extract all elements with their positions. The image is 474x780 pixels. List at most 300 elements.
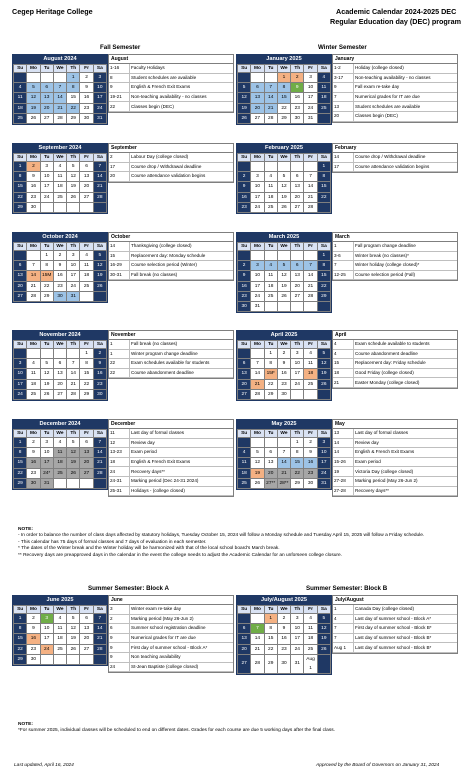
- day-cell: [317, 301, 330, 311]
- day-cell: 25: [80, 281, 93, 291]
- day-cell: 22: [317, 192, 330, 202]
- day-cell: 14: [93, 172, 106, 182]
- day-cell: 11: [304, 624, 317, 634]
- day-header: Su: [238, 65, 251, 73]
- legend-date: 21: [333, 378, 354, 388]
- day-header: We: [277, 243, 290, 251]
- legend-date: 24: [109, 662, 130, 672]
- legend-date: 27-28: [333, 476, 354, 486]
- legend-event: Last day of formal classes: [354, 429, 458, 438]
- legend-row: [109, 73, 233, 83]
- day-header: Tu: [40, 243, 53, 251]
- day-cell: 1: [80, 349, 93, 359]
- day-header: Tu: [264, 154, 277, 162]
- legend-row: [333, 614, 457, 624]
- day-cell: 10: [304, 83, 317, 93]
- day-header: Fr: [80, 65, 93, 73]
- legend-event: Exam period: [354, 457, 458, 467]
- day-cell: 5: [67, 614, 80, 624]
- legend-date: 9: [109, 643, 130, 653]
- day-cell: 19: [277, 281, 290, 291]
- day-header: Th: [291, 65, 304, 73]
- day-cell: 22: [14, 192, 27, 202]
- day-cell: 28: [93, 192, 106, 202]
- legend-box: [108, 143, 234, 183]
- day-cell: 12: [238, 93, 251, 103]
- legend-row: [109, 162, 233, 172]
- day-cell: 27: [80, 468, 93, 478]
- day-cell: [67, 654, 80, 664]
- day-cell: [53, 202, 66, 212]
- day-cell: 25: [304, 379, 317, 389]
- legend-date: 9: [109, 633, 130, 643]
- day-cell: 18: [27, 379, 40, 389]
- day-header: Sa: [317, 65, 330, 73]
- legend-row: [109, 359, 233, 369]
- legend-row: [333, 486, 457, 496]
- day-header: We: [277, 341, 290, 349]
- day-cell: [304, 301, 317, 311]
- legend-date: 24-31: [109, 476, 130, 486]
- legend-event: Replacement day: Monday schedule: [130, 251, 234, 261]
- month-calendar: [236, 143, 332, 214]
- day-cell: [251, 438, 264, 448]
- day-header: Mo: [27, 430, 40, 438]
- day-cell: [277, 438, 290, 448]
- month-title: October 2024: [13, 233, 107, 242]
- legend-box: [108, 232, 234, 281]
- day-cell: 30: [238, 301, 251, 311]
- day-cell: [53, 73, 66, 83]
- day-cell: [238, 251, 251, 261]
- legend-event: First day of summer school - Block B*: [354, 624, 458, 634]
- day-cell: 22: [291, 468, 304, 478]
- day-cell: [264, 438, 277, 448]
- legend-event: Review day: [354, 438, 458, 448]
- legend-event: Exam schedules available for students: [130, 359, 234, 369]
- day-cell: 26: [317, 379, 330, 389]
- day-header: Fr: [304, 65, 317, 73]
- day-cell: 22: [14, 644, 27, 654]
- day-cell: 31: [317, 478, 330, 488]
- legend-row: [333, 448, 457, 458]
- legend-event: Thanksgiving (college closed): [130, 242, 234, 251]
- legend-date: 8: [109, 73, 130, 83]
- day-header: Th: [67, 243, 80, 251]
- day-cell: 14: [251, 634, 264, 644]
- day-cell: 4: [14, 83, 27, 93]
- legend-event: Victoria Day (college closed): [354, 467, 458, 477]
- month-title: July/August 2025: [237, 596, 331, 605]
- day-cell: 5: [67, 162, 80, 172]
- month-calendar: [12, 232, 108, 303]
- day-header: Th: [67, 154, 80, 162]
- day-header: Su: [238, 243, 251, 251]
- day-cell: [14, 73, 27, 83]
- day-cell: 8: [14, 624, 27, 634]
- day-cell: 3: [40, 438, 53, 448]
- day-cell: 6: [291, 261, 304, 271]
- day-cell: 1: [14, 614, 27, 624]
- legend-date: 9: [109, 652, 130, 662]
- day-cell: 25: [53, 644, 66, 654]
- legend-date: 13-23: [109, 448, 130, 458]
- day-cell: 2: [27, 614, 40, 624]
- legend-title: February: [333, 144, 457, 153]
- legend-date: 12-25: [333, 270, 354, 280]
- month-calendar: [236, 330, 332, 401]
- calendar-title: Academic Calendar 2024-2025 DEC: [336, 7, 457, 16]
- day-header: Fr: [304, 606, 317, 614]
- day-cell: 7: [67, 359, 80, 369]
- day-header: Th: [291, 154, 304, 162]
- legend-date: 1-2: [333, 64, 354, 73]
- day-cell: 14: [264, 93, 277, 103]
- day-cell: 27: [53, 389, 66, 399]
- legend-row: [333, 633, 457, 643]
- legend-date: 30-31: [109, 270, 130, 280]
- legend-row: [109, 438, 233, 448]
- day-header: Sa: [317, 243, 330, 251]
- day-cell: 22: [80, 379, 93, 389]
- legend-date: 15: [333, 359, 354, 369]
- day-header: Sa: [317, 341, 330, 349]
- day-cell: 9: [277, 359, 290, 369]
- summer-note-line: *For summer 2025, individual classes will be scheduled to end on different dates. Grades for each course are due 5 working days after the final class.: [18, 728, 335, 734]
- legend-row: [109, 153, 233, 162]
- month-title: December 2024: [13, 420, 107, 429]
- day-cell: 25: [53, 192, 66, 202]
- day-header: Su: [238, 430, 251, 438]
- day-cell: 16: [93, 369, 106, 379]
- day-cell: 8: [14, 172, 27, 182]
- legend-title: January: [333, 55, 457, 64]
- legend-event: Last day of summer school - Block B*: [354, 643, 458, 653]
- day-cell: 21: [264, 103, 277, 113]
- day-cell: 23: [27, 192, 40, 202]
- day-cell: 15: [317, 182, 330, 192]
- day-cell: 15: [14, 458, 27, 468]
- day-cell: 3: [251, 261, 264, 271]
- day-cell: 21: [67, 379, 80, 389]
- day-header: Mo: [27, 606, 40, 614]
- day-cell: 31: [291, 654, 304, 673]
- day-cell: 8: [317, 261, 330, 271]
- day-cell: 17: [67, 271, 80, 281]
- day-cell: 4: [264, 172, 277, 182]
- legend-row: [333, 153, 457, 162]
- day-cell: 4: [53, 438, 66, 448]
- day-cell: 6: [238, 359, 251, 369]
- day-cell: [277, 301, 290, 311]
- day-cell: 20: [80, 634, 93, 644]
- day-cell: 8: [80, 359, 93, 369]
- day-cell: 10: [40, 172, 53, 182]
- legend-row: [109, 251, 233, 261]
- legend-row: [109, 624, 233, 634]
- day-header: Fr: [80, 341, 93, 349]
- day-cell: 24: [93, 103, 106, 113]
- day-cell: 16: [53, 271, 66, 281]
- day-cell: [291, 162, 304, 172]
- day-cell: [27, 349, 40, 359]
- day-cell: 7: [251, 359, 264, 369]
- day-cell: [80, 291, 93, 301]
- day-cell: 13: [80, 172, 93, 182]
- day-header: Sa: [317, 606, 330, 614]
- notes-heading: NOTE:: [18, 527, 33, 532]
- day-cell: 21: [277, 468, 290, 478]
- legend-event: English & French Exit Exams: [354, 448, 458, 458]
- legend-row: [109, 662, 233, 672]
- day-cell: [264, 301, 277, 311]
- day-header: We: [53, 430, 66, 438]
- legend-event: Winter program change deadline: [130, 349, 234, 359]
- month-calendar: [12, 595, 108, 666]
- day-cell: 3: [251, 172, 264, 182]
- legend-event: St-Jean Baptiste (college closed): [130, 662, 234, 672]
- summer-notes: [18, 722, 458, 735]
- day-cell: 6: [53, 359, 66, 369]
- month-calendar: [12, 330, 108, 401]
- legend-box: [332, 419, 458, 497]
- day-cell: 25: [264, 291, 277, 301]
- day-header: Fr: [304, 341, 317, 349]
- legend-date: 13: [333, 102, 354, 112]
- day-cell: 8: [264, 624, 277, 634]
- legend-date: 14: [333, 153, 354, 162]
- day-cell: 3: [317, 438, 330, 448]
- approval-note: Approved by the Board of Governors on January 31, 2024: [316, 763, 440, 768]
- legend-event: Non teaching availability: [130, 652, 234, 662]
- day-header: Th: [291, 430, 304, 438]
- day-cell: 27: [238, 389, 251, 399]
- day-cell: 24: [40, 192, 53, 202]
- day-cell: 24*: [40, 468, 53, 478]
- legend-date: 7: [333, 92, 354, 102]
- day-cell: [277, 162, 290, 172]
- day-cell: 2: [93, 349, 106, 359]
- legend-box: [332, 54, 458, 123]
- day-cell: 21: [304, 192, 317, 202]
- legend-date: 15-26: [333, 457, 354, 467]
- day-cell: 11: [238, 458, 251, 468]
- day-cell: 25: [304, 644, 317, 654]
- day-cell: 20: [291, 192, 304, 202]
- day-cell: 8: [264, 359, 277, 369]
- day-cell: [67, 202, 80, 212]
- day-cell: 3: [40, 614, 53, 624]
- day-cell: 2: [238, 261, 251, 271]
- day-cell: 6: [264, 448, 277, 458]
- day-cell: 13: [291, 271, 304, 281]
- day-cell: 22: [264, 379, 277, 389]
- day-cell: 19: [67, 458, 80, 468]
- day-cell: 23: [93, 379, 106, 389]
- day-header: Th: [67, 65, 80, 73]
- day-cell: 18: [264, 192, 277, 202]
- day-cell: 30: [304, 478, 317, 488]
- day-cell: 30: [53, 291, 66, 301]
- day-cell: 18: [238, 468, 251, 478]
- day-cell: 9: [93, 359, 106, 369]
- notes-section: [18, 527, 458, 559]
- day-cell: Aug 1: [304, 654, 317, 673]
- month-title: April 2025: [237, 331, 331, 340]
- day-cell: 20: [80, 182, 93, 192]
- day-cell: 27: [251, 113, 264, 123]
- legend-date: 24: [109, 467, 130, 477]
- day-cell: 19: [67, 182, 80, 192]
- legend-row: [109, 448, 233, 458]
- day-cell: 3: [93, 73, 106, 83]
- day-cell: 18: [53, 182, 66, 192]
- legend-event: Course abandonment deadline: [354, 349, 458, 359]
- day-cell: 4: [53, 614, 66, 624]
- day-header: Sa: [93, 65, 106, 73]
- day-cell: 16: [27, 182, 40, 192]
- day-cell: 2: [238, 172, 251, 182]
- note-line-1: - In order to balance the number of class days affected by statutory holidays, Tuesday October 15, 2024 will follow a Monday schedule and Tuesday April 15, 2025 will follow a Friday schedule.: [18, 533, 425, 539]
- legend-event: English & French Exit Exams: [130, 457, 234, 467]
- day-cell: 25: [317, 103, 330, 113]
- day-cell: 4: [304, 349, 317, 359]
- day-header: Su: [14, 341, 27, 349]
- day-cell: [264, 73, 277, 83]
- calendar-subtitle: Regular Education day (DEC) program: [330, 17, 461, 26]
- legend-date: 19: [333, 467, 354, 477]
- day-cell: 29: [14, 654, 27, 664]
- day-cell: 29: [14, 202, 27, 212]
- day-cell: [238, 349, 251, 359]
- day-header: Su: [14, 430, 27, 438]
- legend-row: [333, 162, 457, 172]
- legend-row: [109, 467, 233, 477]
- day-cell: 1: [277, 73, 290, 83]
- day-cell: 17: [317, 458, 330, 468]
- legend-event: Course attendance validation begins: [354, 162, 458, 172]
- day-cell: 11: [264, 271, 277, 281]
- day-cell: 17: [304, 93, 317, 103]
- legend-date: 14: [333, 438, 354, 448]
- day-cell: 23: [80, 103, 93, 113]
- day-cell: 24: [14, 389, 27, 399]
- day-cell: 10: [251, 182, 264, 192]
- day-cell: 15: [14, 182, 27, 192]
- legend-box: [108, 54, 234, 113]
- legend-event: Exam period: [130, 448, 234, 458]
- legend-date: 9: [109, 83, 130, 93]
- day-cell: [264, 162, 277, 172]
- legend-event: Marking period (May 26-Jun 2): [130, 614, 234, 624]
- legend-title: April: [333, 331, 457, 340]
- day-cell: 16: [291, 93, 304, 103]
- legend-date: 18: [333, 368, 354, 378]
- day-cell: 15M: [40, 271, 53, 281]
- legend-row: [109, 368, 233, 378]
- legend-row: [333, 83, 457, 93]
- legend-event: Recovery days**: [130, 467, 234, 477]
- day-cell: 14: [304, 182, 317, 192]
- day-cell: 31: [251, 301, 264, 311]
- day-cell: 18: [53, 458, 66, 468]
- day-cell: [251, 614, 264, 624]
- legend-row: [333, 643, 457, 653]
- day-cell: 8: [40, 261, 53, 271]
- day-cell: 1: [40, 251, 53, 261]
- day-header: Tu: [264, 341, 277, 349]
- legend-date: 4: [333, 349, 354, 359]
- legend-title: March: [333, 233, 457, 242]
- day-cell: 24: [317, 468, 330, 478]
- day-header: Th: [67, 430, 80, 438]
- day-cell: 16: [238, 281, 251, 291]
- day-header: Mo: [27, 154, 40, 162]
- day-header: Fr: [80, 154, 93, 162]
- day-cell: [238, 614, 251, 624]
- day-cell: 29: [67, 113, 80, 123]
- day-cell: [53, 478, 66, 488]
- day-cell: 15: [291, 458, 304, 468]
- day-cell: 8: [291, 448, 304, 458]
- day-header: We: [53, 341, 66, 349]
- day-cell: 18: [264, 281, 277, 291]
- day-cell: [304, 162, 317, 172]
- day-cell: 30: [277, 389, 290, 399]
- day-cell: [40, 654, 53, 664]
- day-cell: 7: [93, 614, 106, 624]
- day-cell: 1: [67, 73, 80, 83]
- legend-date: 3-6: [333, 251, 354, 261]
- day-header: Sa: [93, 243, 106, 251]
- day-cell: 6: [80, 438, 93, 448]
- legend-event: Replacement day: Friday schedule: [354, 359, 458, 369]
- day-cell: 28: [93, 468, 106, 478]
- legend-title: August: [109, 55, 233, 64]
- legend-date: 2: [109, 614, 130, 624]
- day-header: Tu: [264, 243, 277, 251]
- day-header: Tu: [264, 65, 277, 73]
- legend-row: [333, 270, 457, 280]
- day-cell: 28: [304, 291, 317, 301]
- day-cell: 12: [67, 448, 80, 458]
- day-cell: 26: [317, 644, 330, 654]
- day-header: Tu: [264, 606, 277, 614]
- day-cell: 26: [93, 281, 106, 291]
- day-cell: 17: [40, 458, 53, 468]
- legend-row: [333, 429, 457, 438]
- day-cell: 10: [317, 448, 330, 458]
- day-cell: 20: [264, 468, 277, 478]
- day-cell: 5: [27, 83, 40, 93]
- day-header: We: [53, 65, 66, 73]
- day-cell: [80, 654, 93, 664]
- day-header: Mo: [251, 606, 264, 614]
- day-cell: 11: [53, 448, 66, 458]
- day-cell: 9: [277, 624, 290, 634]
- day-cell: 16: [27, 458, 40, 468]
- legend-event: Winter holiday (college closed)*: [354, 261, 458, 271]
- day-cell: 13: [53, 369, 66, 379]
- day-cell: 2: [277, 614, 290, 624]
- day-cell: 9: [27, 172, 40, 182]
- day-header: Th: [67, 341, 80, 349]
- day-cell: 6: [251, 83, 264, 93]
- day-header: Mo: [251, 430, 264, 438]
- day-cell: 12: [277, 271, 290, 281]
- day-cell: 20: [291, 281, 304, 291]
- day-cell: 20: [251, 103, 264, 113]
